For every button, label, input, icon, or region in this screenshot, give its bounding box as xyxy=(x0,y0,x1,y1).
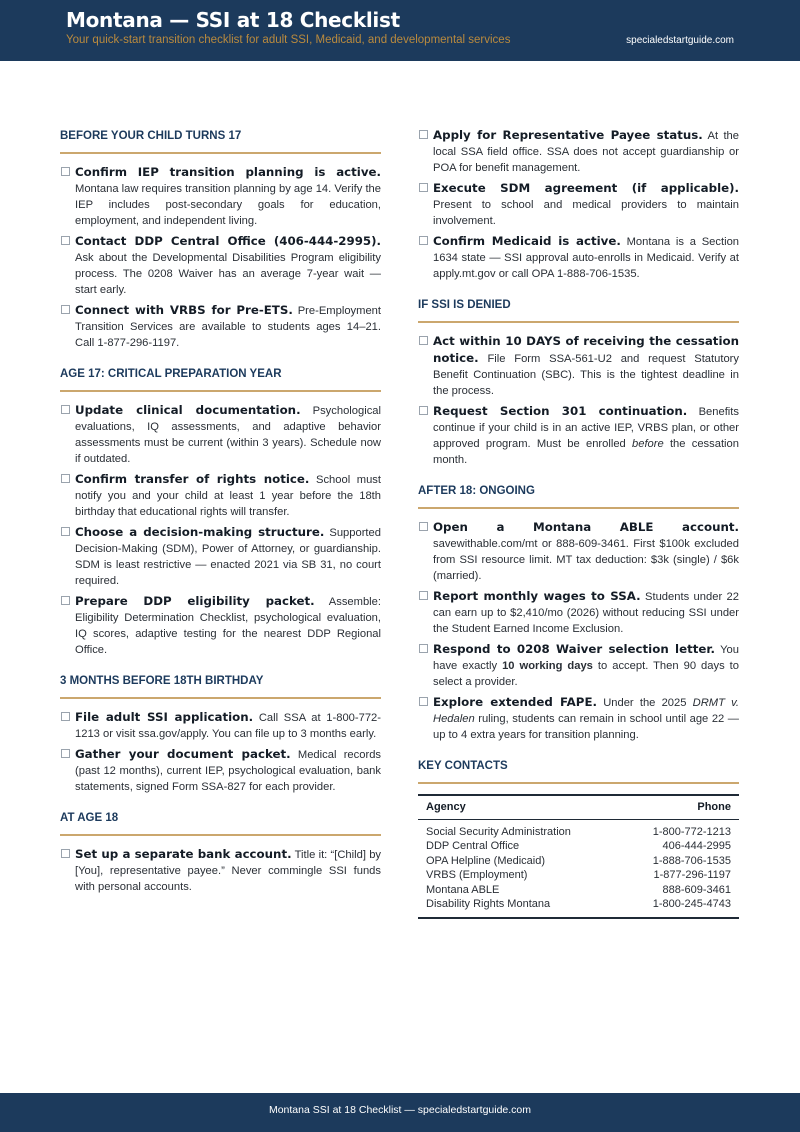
checklist-item: Set up a separate bank account. Title it: “[Child] by [You], representative payee.” Never commingle SSI funds with personal accounts. xyxy=(60,846,381,895)
checkbox-icon[interactable] xyxy=(61,849,70,858)
page-header xyxy=(0,0,800,61)
checkbox-icon[interactable] xyxy=(61,236,70,245)
checkbox-icon[interactable] xyxy=(419,644,428,653)
section-divider xyxy=(418,782,739,784)
agency-cell: Social Security Administration xyxy=(426,825,571,838)
checklist-item: Confirm IEP transition planning is active. Montana law requires transition planning by age 14. Verify the IEP includes post-secondary goals for education, employment, and independent living. xyxy=(60,164,381,229)
checkbox-icon[interactable] xyxy=(419,336,428,345)
checklist-item: Execute SDM agreement (if applicable). Present to school and medical providers to maintain involvement. xyxy=(418,180,739,229)
checkbox-icon[interactable] xyxy=(419,522,428,531)
checkbox-icon[interactable] xyxy=(61,749,70,758)
page-subtitle: Your quick-start transition checklist for adult SSI, Medicaid, and developmental services xyxy=(66,34,511,46)
table-row xyxy=(418,819,739,839)
section-title-before-17: BEFORE YOUR CHILD TURNS 17 xyxy=(60,130,242,142)
agency-cell: Montana ABLE xyxy=(426,883,500,896)
checkbox-icon[interactable] xyxy=(61,405,70,414)
checkbox-icon[interactable] xyxy=(419,130,428,139)
checkbox-icon[interactable] xyxy=(419,236,428,245)
checkbox-icon[interactable] xyxy=(419,406,428,415)
right-column xyxy=(418,127,739,919)
table-row xyxy=(418,839,739,854)
checklist-item: Contact DDP Central Office (406-444-2995). Ask about the Developmental Disabilities Program eligibility process. The 0208 Waiver has an average 7-year wait — start early. xyxy=(60,233,381,298)
table-row xyxy=(418,868,739,883)
checklist-item: Explore extended FAPE. Under the 2025 DRMT v. Hedalen ruling, students can remain in school until age 22 — up to 4 extra years for transition planning. xyxy=(418,694,739,743)
contacts-table xyxy=(418,794,739,919)
checklist-item: Connect with VRBS for Pre-ETS. Pre-Employment Transition Services are available to students ages 14–21. Call 1-877-296-1197. xyxy=(60,302,381,351)
checkbox-icon[interactable] xyxy=(61,527,70,536)
checkbox-icon[interactable] xyxy=(419,591,428,600)
section-divider xyxy=(60,390,381,392)
checklist-item: Update clinical documentation. Psychological evaluations, IQ assessments, and adaptive behavior assessments must be current (within 3 years). Schedule now if outdated. xyxy=(60,402,381,467)
checklist-item: Gather your document packet. Medical records (past 12 months), current IEP, psychological evaluation, bank statements, signed Form SSA-827 for each provider. xyxy=(60,746,381,795)
section-title-ssi-denied: IF SSI IS DENIED xyxy=(418,299,511,311)
agency-cell: OPA Helpline (Medicaid) xyxy=(426,854,546,867)
section-title-3-months: 3 MONTHS BEFORE 18TH BIRTHDAY xyxy=(60,675,264,687)
checklist-item: Open a Montana ABLE account. savewithable.com/mt or 888-609-3461. First $100k excluded from SSI resource limit. MT tax deduction: $3k (single) / $6k (married). xyxy=(418,519,739,584)
agency-cell: VRBS (Employment) xyxy=(426,869,528,882)
checkbox-icon[interactable] xyxy=(61,305,70,314)
section-divider xyxy=(60,697,381,699)
phone-cell: 1-800-245-4743 xyxy=(620,897,739,918)
page-title: Montana — SSI at 18 Checklist xyxy=(66,8,400,32)
checkbox-icon[interactable] xyxy=(61,712,70,721)
checkbox-icon[interactable] xyxy=(61,596,70,605)
column-header-phone: Phone xyxy=(620,795,739,819)
section-title-age-17: AGE 17: CRITICAL PREPARATION YEAR xyxy=(60,368,282,380)
section-title-age-18: AT AGE 18 xyxy=(60,812,119,824)
phone-cell: 888-609-3461 xyxy=(662,883,731,896)
phone-cell: 1-877-296-1197 xyxy=(653,869,731,882)
column-header-agency: Agency xyxy=(418,795,620,819)
agency-cell: Disability Rights Montana xyxy=(418,897,620,918)
checklist-item: Act within 10 DAYS of receiving the cessation notice. File Form SSA-561-U2 and request Statutory Benefit Continuation (SBC). This is the tightest deadline in the process. xyxy=(418,333,739,399)
page-footer: Montana SSI at 18 Checklist — specialedstartguide.com xyxy=(0,1093,800,1132)
checklist-item: Respond to 0208 Waiver selection letter. You have exactly 10 working days to accept. Then 90 days to select a provider. xyxy=(418,641,739,690)
checklist-item: Apply for Representative Payee status. At the local SSA field office. SSA does not accept guardianship or POA for benefit management. xyxy=(418,127,739,176)
section-divider xyxy=(418,507,739,509)
section-divider xyxy=(418,321,739,323)
phone-cell: 1-888-706-1535 xyxy=(652,854,731,867)
table-row xyxy=(418,854,739,869)
table-row xyxy=(418,883,739,898)
checklist-item: Report monthly wages to SSA. Students under 22 can earn up to $2,410/mo (2026) without reducing SSI under the Student Earned Income Exclusion. xyxy=(418,588,739,637)
site-name: specialedstartguide.com xyxy=(626,35,734,46)
left-column xyxy=(60,127,381,899)
section-divider xyxy=(60,834,381,836)
phone-cell: 1-800-772-1213 xyxy=(652,825,731,838)
checkbox-icon[interactable] xyxy=(419,183,428,192)
checkbox-icon[interactable] xyxy=(61,474,70,483)
section-divider xyxy=(60,152,381,154)
table-row xyxy=(418,897,739,918)
section-title-after-18: AFTER 18: ONGOING xyxy=(418,485,535,497)
checklist-item: Prepare DDP eligibility packet. Assemble: Eligibility Determination Checklist, psychological evaluation, IQ scores, adaptive testing for the nearest DDP Regional Office. xyxy=(60,593,381,658)
checklist-item: File adult SSI application. Call SSA at 1-800-772-1213 or visit ssa.gov/apply. You can file up to 3 months early. xyxy=(60,709,381,742)
checkbox-icon[interactable] xyxy=(419,697,428,706)
section-title-key-contacts: KEY CONTACTS xyxy=(418,760,508,772)
phone-cell: 406-444-2995 xyxy=(662,840,731,853)
agency-cell: DDP Central Office xyxy=(426,840,520,853)
checklist-item: Request Section 301 continuation. Benefits continue if your child is in an active IEP, VRBS plan, or other approved program. Must be enrolled before the cessation month. xyxy=(418,403,739,468)
checklist-item: Confirm Medicaid is active. Montana is a Section 1634 state — SSI approval auto-enrolls in Medicaid. Verify at apply.mt.gov or call OPA 1-888-706-1535. xyxy=(418,233,739,282)
checklist-item: Choose a decision-making structure. Supported Decision-Making (SDM), Power of Attorney, or guardianship. SDM is least restrictive — enacted 2021 via SB 31, no court required. xyxy=(60,524,381,589)
table-header-row xyxy=(418,795,739,819)
checklist-item: Confirm transfer of rights notice. School must notify you and your child at least 1 year before the 18th birthday that educational rights will transfer. xyxy=(60,471,381,520)
checkbox-icon[interactable] xyxy=(61,167,70,176)
